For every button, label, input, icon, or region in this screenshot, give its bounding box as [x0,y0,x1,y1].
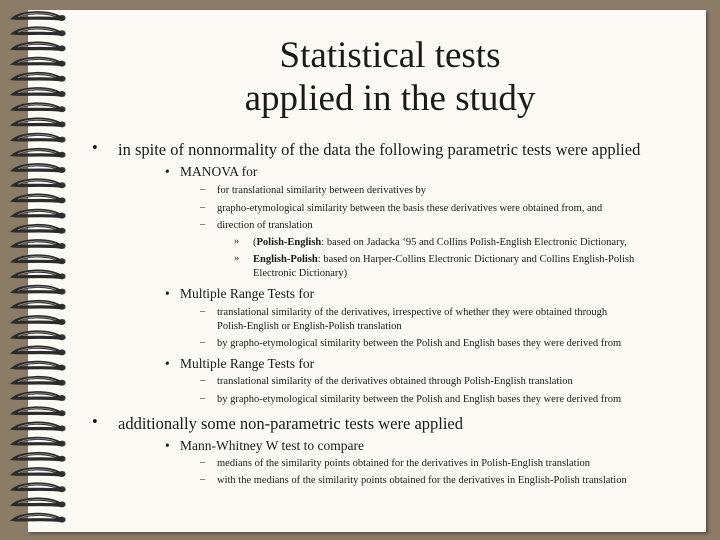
spiral-ring [14,347,66,355]
spiral-ring [14,302,66,310]
spiral-ring [14,104,66,112]
mrt1-label: Multiple Range Tests for [180,286,315,301]
manova-item-1: for translational similarity between derivatives by [217,185,427,196]
spiral-ring [14,58,66,66]
spiral-ring [14,378,66,386]
spiral-ring [14,74,66,82]
bullet-manova: • [165,164,170,179]
spiral-ring [14,150,66,158]
mrt1-item-2: by grapho-etymological similarity between the Polish and English bases they were derived from [217,338,622,349]
spiral-ring [14,438,66,446]
spiral-ring [14,286,66,294]
bullet-mrt-1: • [165,286,170,301]
spiral-ring [14,393,66,401]
spiral-ring [14,317,66,325]
mw-item-1: medians of the similarity points obtained for the derivatives in Polish-English translation [217,458,590,469]
spiral-ring [14,484,66,492]
dash-manova-3: – [200,219,206,230]
mrt2-item-1: translational similarity of the derivatives obtained through Polish-English translation [217,376,573,387]
spiral-ring [14,256,66,264]
spiral-ring [14,423,66,431]
dash-mrt1-1: – [200,306,206,317]
direction-english-polish-cont: Electronic Dictionary) [253,268,348,279]
raquo-dir-1: » [234,236,240,247]
mrt2-label: Multiple Range Tests for [180,356,315,371]
spiral-ring [14,28,66,36]
spiral-ring [14,89,66,97]
manova-item-3: direction of translation [217,220,313,231]
spiral-ring [14,469,66,477]
title-line-1: Statistical tests [279,35,501,76]
spiral-ring [14,241,66,249]
dash-mw-2: – [200,474,206,485]
spiral-ring [14,195,66,203]
mrt1-item-1: translational similarity of the derivatives, irrespective of whether they were obtained through [217,307,608,318]
spiral-ring [14,180,66,188]
paragraph-parametric: in spite of nonnormality of the data the following parametric tests were applied [118,140,641,159]
bullet-1: • [92,138,98,157]
mann-whitney-label: Mann-Whitney W test to compare [180,438,364,453]
spiral-ring [14,165,66,173]
direction-english-polish: English-Polish: based on Harper-Collins Electronic Dictionary and Collins English-Polish [253,254,635,265]
spiral-rings [0,8,80,538]
spiral-ring [14,362,66,370]
mw-item-2: with the medians of the similarity points obtained for the derivatives in English-Polish translation [217,475,627,486]
spiral-ring [14,13,66,21]
title-line-2: applied in the study [244,78,536,119]
dash-mw-1: – [200,457,206,468]
mrt2-item-2: by grapho-etymological similarity between the Polish and English bases they were derived from [217,394,622,405]
paragraph-nonparametric: additionally some non-parametric tests were applied [118,414,464,433]
slide-title [130,34,650,120]
manova-label: MANOVA for [180,164,258,179]
spiral-ring [14,454,66,462]
spiral-ring [14,226,66,234]
manova-item-2: grapho-etymological similarity between the basis these derivatives were obtained from, and [217,203,603,214]
spiral-ring [14,514,66,522]
bullet-mrt-2: • [165,356,170,371]
spiral-binding [0,8,80,538]
raquo-dir-2: » [234,253,240,264]
spiral-ring [14,43,66,51]
spiral-ring [14,332,66,340]
spiral-ring [14,271,66,279]
spiral-ring [14,119,66,127]
dash-manova-2: – [200,202,206,213]
bullet-mann-whitney: • [165,438,170,453]
dash-mrt2-2: – [200,393,206,404]
dash-mrt1-2: – [200,337,206,348]
spiral-ring [14,408,66,416]
spiral-ring [14,210,66,218]
bullet-2: • [92,412,98,431]
direction-polish-english: (Polish-English: based on Jadacka ‘95 and Collins Polish-English Electronic Dictionary, [253,237,627,248]
dash-mrt2-1: – [200,375,206,386]
spiral-ring [14,499,66,507]
spiral-ring [14,134,66,142]
mrt1-item-1-cont: Polish-English or English-Polish translation [217,321,402,332]
dash-manova-1: – [200,184,206,195]
